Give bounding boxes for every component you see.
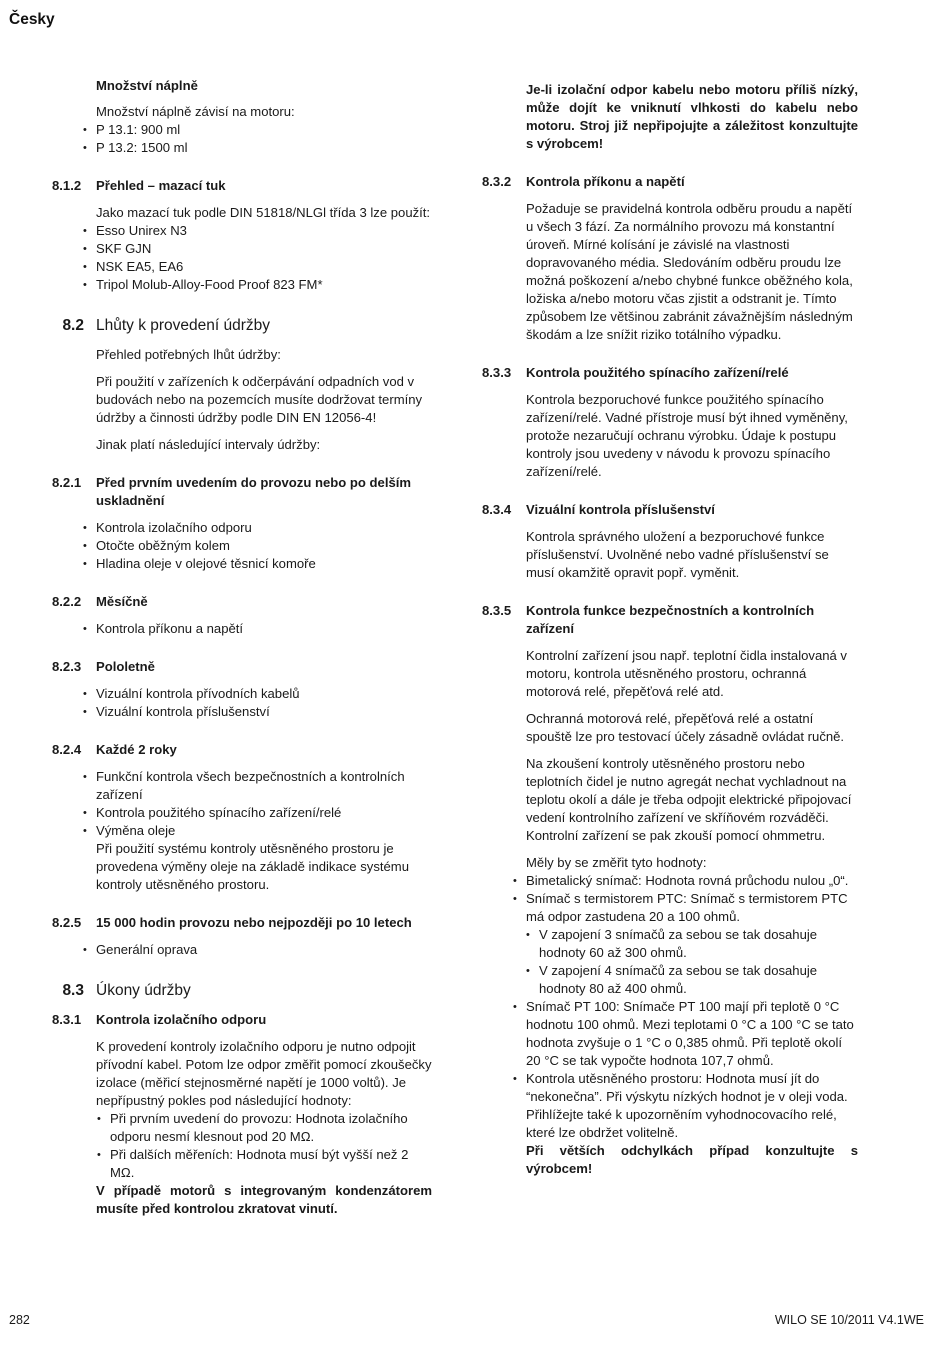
section-8-3-heading (52, 981, 432, 1001)
left-column (52, 77, 432, 1227)
section-number: 8.2.3 (52, 659, 82, 674)
fill-quantity-intro: Množství náplně závisí na motoru: (96, 104, 295, 119)
section-title: Lhůty k provedení údržby (96, 317, 271, 334)
list-item: • Snímač PT 100: Snímače PT 100 mají při teplotě 0 °C hodnotu 100 ohmů. Mezi teplotami 0 °C a 100 °C se tato hodnota zvyšuje o 1 °C o 0,385 ohmů. Při teplotě okolí 20 °C se tak vypočte hodnota 107,7 ohmů. (526, 998, 858, 1070)
section-8-2-4-heading (52, 741, 432, 759)
list-item: • Kontrola izolačního odporu (96, 519, 432, 537)
grease-list (96, 222, 432, 294)
list-item: • Vizuální kontrola příslušenství (96, 703, 432, 721)
motor-relays-text: Ochranná motorová relé, přepěťová relé a ostatní spouště lze pro testovací účely zásadně ovládat ručně. (526, 711, 845, 744)
section-title: Přehled – mazací tuk (96, 178, 226, 193)
monthly-list (96, 620, 432, 638)
list-item: • V zapojení 4 snímačů za sebou se tak dosahuje hodnoty 80 až 400 ohmů. (539, 962, 858, 998)
list-item (96, 822, 432, 894)
current-voltage-text: Požaduje se pravidelná kontrola odběru proudu a napětí u všech 3 fází. Za normálního provozu má konstantní úroveň. Mírné kolísání je závislé na vlastnosti dopravovaného média. Sledováním odběru proudu lze možná poškození a/nebo chybné funkce oběžného kola, ložiska a/nebo motoru včas zjistit a odstranit je. Tímto způsobem lze většinou zabránit závažnějším následným škodám a lze snížit riziko totálního výpadku. (526, 201, 853, 342)
list-item: • Funkční kontrola všech bezpečnostních a kontrolních zařízení (96, 768, 432, 804)
section-number: 8.3.3 (482, 365, 512, 380)
section-title: Každé 2 roky (96, 742, 177, 757)
list-item: • Vizuální kontrola přívodních kabelů (96, 685, 432, 703)
section-number: 8.3.5 (482, 603, 512, 618)
section-number: 8.1.2 (52, 178, 82, 193)
section-title: Kontrola příkonu a napětí (526, 174, 685, 189)
section-8-2-1-heading (52, 474, 432, 510)
list-item: • NSK EA5, EA6 (96, 258, 432, 276)
insulation-intro: K provedení kontroly izolačního odporu je nutno odpojit přívodní kabel. Potom lze odpor změřit pomocí zkoušečky izolace (měřicí stejnosměrné napětí je 1000 voltů). Je nepřípustný pokles pod následující hodnoty: (96, 1039, 432, 1108)
capacitor-warning: V případě motorů s integrovaným kondenzátorem musíte před kontrolou zkratovat vinutí. (96, 1183, 432, 1216)
overhaul-list (96, 941, 432, 959)
section-number: 8.3.1 (52, 1012, 82, 1027)
section-title: Měsíčně (96, 594, 148, 609)
language-label: Česky (9, 11, 55, 28)
section-number: 8.2.4 (52, 742, 82, 757)
monitoring-devices-text: Kontrolní zařízení jsou např. teplotní čidla instalovaná v motoru, kontrola utěsněného prostoru, ochranná motorová relé, přepěťová relé atd. (526, 648, 847, 699)
page-number: 282 (9, 1313, 30, 1327)
values-intro: Měly by se změřit tyto hodnoty: (526, 855, 707, 870)
list-item: • Hladina oleje v olejové těsnicí komoře (96, 555, 432, 573)
switchgear-text: Kontrola bezporuchové funkce použitého spínacího zařízení/relé. Vadné přístroje musí být ihned vyměněny, protože nezaručují ochranu výrobku. Údaje k postupu kontroly jsou uvedeny v návodu k provozu spínacího zařízení/relé. (526, 392, 848, 479)
list-item: • Při prvním uvedení do provozu: Hodnota izolačního odporu nesmí klesnout pod 20 MΩ. (110, 1110, 432, 1146)
section-title: Kontrola funkce bezpečnostních a kontrolních zařízení (526, 603, 815, 636)
document-id: WILO SE 10/2011 V4.1WE (774, 1313, 924, 1327)
list-item: • Otočte oběžným kolem (96, 537, 432, 555)
half-yearly-list (96, 685, 432, 721)
section-8-3-1-heading (52, 1011, 432, 1029)
list-item: • Tripol Molub-Alloy-Food Proof 823 FM* (96, 276, 432, 294)
ptc-sublist (539, 926, 858, 998)
section-title: 15 000 hodin provozu nebo nejpozději po 10 letech (96, 915, 412, 930)
list-item: • V zapojení 3 snímačů za sebou se tak dosahuje hodnoty 60 až 300 ohmů. (539, 926, 858, 962)
section-number: 8.2.1 (52, 475, 82, 490)
section-8-3-2-heading (482, 173, 858, 191)
list-item-note: Při použití systému kontroly utěsněného prostoru je provedena výměny oleje na základě indikace systému kontroly utěsněného prostoru. (96, 841, 409, 892)
section-number: 8.3.2 (482, 174, 512, 189)
maintenance-otherwise: Jinak platí následující intervaly údržby: (96, 437, 321, 452)
grease-intro: Jako mazací tuk podle DIN 51818/NLGl třída 3 lze použít: (96, 205, 431, 220)
section-number: 8.3 (62, 982, 84, 999)
list-item: • SKF GJN (96, 240, 432, 258)
section-8-2-2-heading (52, 593, 432, 611)
measured-values-list (526, 872, 858, 1142)
maintenance-wastewater: Při použití v zařízeních k odčerpávání odpadních vod v budovách nebo na pozemcích musíte dodržovat termíny údržby a činnosti údržby podle DIN EN 12056-4! (96, 374, 423, 425)
section-8-2-heading (52, 316, 432, 336)
deviation-warning: Při větších odchylkách případ konzultujte s výrobcem! (526, 1143, 858, 1176)
list-item-text: Výměna oleje (96, 823, 176, 838)
insulation-values-list (110, 1110, 432, 1182)
list-item: • Kontrola příkonu a napětí (96, 620, 432, 638)
two-yearly-list (96, 768, 432, 894)
section-number: 8.2.5 (52, 915, 82, 930)
section-8-3-4-heading (482, 501, 858, 519)
section-number: 8.2.2 (52, 594, 82, 609)
list-item: • P 13.2: 1500 ml (96, 139, 432, 157)
fill-quantity-title: Množství náplně (96, 78, 198, 93)
section-title: Kontrola izolačního odporu (96, 1012, 267, 1027)
section-8-2-3-heading (52, 658, 432, 676)
list-item: • P 13.1: 900 ml (96, 121, 432, 139)
section-title: Před prvním uvedením do provozu nebo po delším uskladnění (96, 475, 412, 508)
insulation-low-warning: Je-li izolační odpor kabelu nebo motoru příliš nízký, může dojít ke vniknutí vlhkosti do kabelu nebo motoru. Stroj již nepřipojujte a záležitost konzultujte s výrobcem! (526, 82, 858, 151)
accessories-text: Kontrola správného uložení a bezporuchové funkce příslušenství. Uvolněné nebo vadné příslušenství se musí okamžitě opravit popř. vyměnit. (526, 529, 829, 580)
fill-quantity-list (96, 121, 432, 157)
list-item: • Generální oprava (96, 941, 432, 959)
section-number: 8.3.4 (482, 502, 512, 517)
list-item: • Bimetalický snímač: Hodnota rovná průchodu nulou „0“. (526, 872, 858, 890)
initial-checks-list (96, 519, 432, 573)
section-title: Úkony údržby (96, 982, 191, 999)
testing-procedure-text: Na zkoušení kontroly utěsněného prostoru nebo teplotních čidel je nutno agregát nechat vychladnout na teplotu okolí a dále je třeba odpojit elektrické připojovací vedení kontrolního zařízení ve skříňovém rozváděči. Kontrolní zařízení se pak zkouší pomocí ohmmetru. (526, 756, 852, 843)
section-number: 8.2 (62, 317, 84, 334)
section-8-2-5-heading (52, 914, 432, 932)
list-item (526, 890, 858, 998)
list-item: • Při dalších měřeních: Hodnota musí být vyšší než 2 MΩ. (110, 1146, 432, 1182)
section-8-3-3-heading (482, 364, 858, 382)
section-8-3-5-heading (482, 602, 858, 638)
list-item: • Kontrola použitého spínacího zařízení/relé (96, 804, 432, 822)
section-title: Pololetně (96, 659, 155, 674)
maintenance-intro: Přehled potřebných lhůt údržby: (96, 347, 281, 362)
list-item: • Esso Unirex N3 (96, 222, 432, 240)
list-item: • Kontrola utěsněného prostoru: Hodnota musí jít do “nekonečna”. Při výskytu nízkých hodnot je v oleji voda. Přihlížejte také k upozorněním vyhodnocovacího relé, které lze obdržet volitelně. (526, 1070, 858, 1142)
section-title: Kontrola použitého spínacího zařízení/relé (526, 365, 789, 380)
section-title: Vizuální kontrola příslušenství (526, 502, 715, 517)
list-item-text: Snímač s termistorem PTC: Snímač s termistorem PTC má odpor zastudena 20 a 100 ohmů. (526, 891, 848, 924)
right-column (482, 81, 858, 1187)
section-8-1-2-heading (52, 177, 432, 195)
